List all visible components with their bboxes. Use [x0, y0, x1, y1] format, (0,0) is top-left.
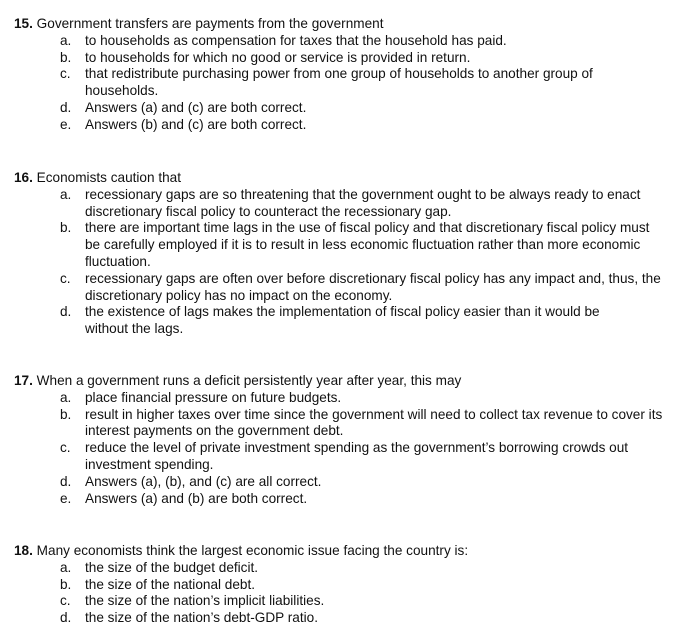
question-15: [14, 16, 682, 134]
option-e: [14, 491, 682, 508]
question-text: When a government runs a deficit persistently year after year, this may: [32, 373, 462, 388]
answer-options: [14, 560, 682, 627]
question-stem: [14, 16, 682, 33]
option-text: Answers (a), (b), and (c) are all correct.: [85, 473, 322, 489]
answer-options: [14, 33, 682, 134]
option-c: [14, 593, 682, 610]
answer-options: [14, 390, 682, 508]
option-letter: a.: [60, 32, 72, 48]
option-text: the size of the budget deficit.: [85, 559, 259, 575]
option-text: recessionary gaps are often over before discretionary fiscal policy has any impact and, thus, the discretionary policy has no impact on the economy.: [85, 270, 661, 303]
option-text: recessionary gaps are so threatening that the government ought to be always ready to enact discretionary fiscal policy to counteract the recessionary gap.: [85, 186, 641, 219]
option-text: Answers (a) and (c) are both correct.: [85, 99, 307, 115]
option-letter: d.: [60, 99, 72, 115]
option-text: the size of the nation’s debt-GDP ratio.: [85, 610, 318, 626]
option-text: result in higher taxes over time since the government will need to collect tax revenue to cover its interest payments on the government debt.: [85, 406, 663, 439]
option-letter: d.: [60, 473, 72, 489]
answer-options: [14, 187, 682, 338]
option-d: [14, 100, 682, 117]
question-text: Economists caution that: [32, 170, 182, 185]
option-c: [14, 440, 682, 474]
option-c: [14, 271, 682, 305]
option-text: to households as compensation for taxes that the household has paid.: [85, 32, 507, 48]
option-letter: c.: [60, 270, 71, 286]
option-letter: c.: [60, 593, 71, 609]
option-b: [14, 577, 682, 594]
option-letter: c.: [60, 440, 71, 456]
question-16: [14, 170, 682, 338]
question-stem: [14, 170, 682, 187]
option-text: Answers (b) and (c) are both correct.: [85, 116, 307, 132]
option-letter: a.: [60, 559, 72, 575]
option-letter: c.: [60, 66, 71, 82]
option-text: the existence of lags makes the implementation of fiscal policy easier than it would be without the lags.: [85, 304, 600, 337]
option-d: [14, 304, 682, 338]
option-a: [14, 560, 682, 577]
option-letter: b.: [60, 49, 72, 65]
option-a: [14, 33, 682, 50]
question-number: 16.: [14, 170, 33, 185]
question-stem: [14, 543, 682, 560]
question-number: 15.: [14, 16, 33, 31]
question-text: Government transfers are payments from the government: [32, 16, 384, 31]
question-stem: [14, 373, 682, 390]
option-letter: d.: [60, 610, 72, 626]
option-letter: e.: [60, 116, 72, 132]
option-text: place financial pressure on future budgets.: [85, 389, 342, 405]
option-d: [14, 474, 682, 491]
option-text: the size of the nation’s implicit liabilities.: [85, 593, 325, 609]
option-letter: e.: [60, 490, 72, 506]
option-letter: a.: [60, 186, 72, 202]
option-letter: b.: [60, 406, 72, 422]
option-b: [14, 50, 682, 67]
question-text: Many economists think the largest economic issue facing the country is:: [32, 543, 469, 558]
option-text: that redistribute purchasing power from one group of households to another group of households.: [85, 66, 593, 99]
option-text: to households for which no good or service is provided in return.: [85, 49, 471, 65]
option-d: [14, 610, 682, 627]
option-a: [14, 187, 682, 221]
question-number: 18.: [14, 543, 33, 558]
option-letter: b.: [60, 576, 72, 592]
option-a: [14, 390, 682, 407]
option-text: the size of the national debt.: [85, 576, 256, 592]
option-letter: d.: [60, 304, 72, 320]
question-17: [14, 373, 682, 507]
option-text: Answers (a) and (b) are both correct.: [85, 490, 308, 506]
option-letter: b.: [60, 220, 72, 236]
question-18: [14, 543, 682, 627]
option-letter: a.: [60, 389, 72, 405]
question-number: 17.: [14, 373, 33, 388]
option-text: there are important time lags in the use of fiscal policy and that discretionary fiscal policy must be carefully employed if it is to result in less economic fluctuation rather than more economic fluctuation.: [85, 220, 650, 269]
option-b: [14, 220, 682, 270]
option-b: [14, 407, 682, 441]
option-text: reduce the level of private investment spending as the government’s borrowing crowds out investment spending.: [85, 440, 629, 472]
option-e: [14, 117, 682, 134]
option-c: [14, 66, 682, 100]
